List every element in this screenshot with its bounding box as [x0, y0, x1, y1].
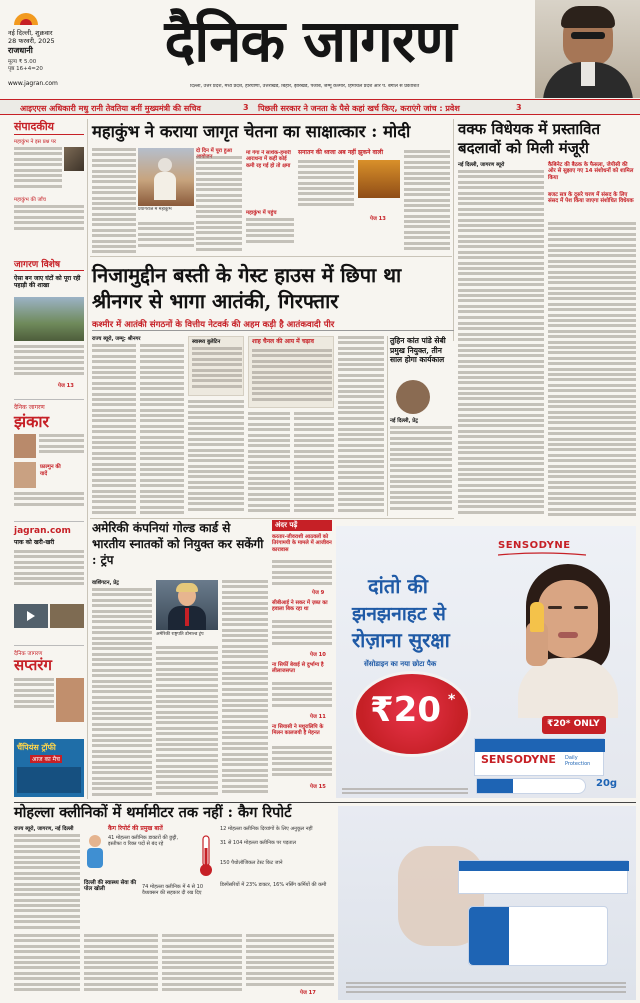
ad-pack-line: सेंसोडाइन का नया छोटा पैक [364, 660, 437, 668]
special-text [14, 345, 84, 387]
cag-fact1: 41 मोहल्ला क्लीनिक डाक्टरों की छुट्टी, इस्तीफा व रिक्त पदों से बंद रहे [108, 835, 179, 848]
cag-icon-thermometer [196, 834, 216, 878]
ad-price: ₹20 [370, 690, 441, 730]
lead-side-photo [358, 160, 400, 198]
ticker-left[interactable]: आइएएस अधिकारी मधु रानी तेवतिया बनीं मुख्यमंत्री की सचिव [20, 104, 201, 113]
waqf-headline[interactable]: वक्फ विधेयक में प्रस्तावित बदलावों को मिली मंजूरी [458, 120, 601, 157]
trump-photo [156, 580, 218, 630]
jhankar-box[interactable]: दैनिक जागरण झंकार फ़ाल्गुन की यादें [14, 399, 84, 517]
editorial-text [14, 147, 62, 193]
special-page: पेज 13 [58, 383, 74, 389]
play-icon[interactable] [27, 611, 35, 621]
cag-icon-doctor [84, 834, 106, 868]
niz-box1[interactable]: स्वास्थ्य बुलेटिन [188, 336, 244, 396]
nizamuddin-headline[interactable]: निजामुद्दीन बस्ती के गेस्ट हाउस में छिपा था श्रीनगर से भागा आतंकी, गिरफ्तार [92, 263, 402, 313]
ad-headline1: दांतो की [368, 574, 428, 598]
lead-col6 [404, 150, 450, 252]
niz-col1 [92, 344, 136, 516]
cag-facts-box [84, 826, 334, 930]
jhankar-photo1 [14, 434, 36, 458]
inside-header: अंदर पढ़ें [272, 520, 332, 531]
saptrang-title: सप्तरंग [14, 656, 52, 674]
price: मूल्य ₹ 5.00 [8, 59, 37, 65]
trump-caption: अमेरिकी राष्ट्रपति डोनाल्ड ट्रंप [156, 632, 204, 637]
ticker-right-page: 3 [516, 103, 522, 112]
inside-item2[interactable]: सीबीआई ने सकर में ज़ब्त का हवाला बिक रहा था [272, 600, 328, 613]
ticker-right[interactable]: पिछली सरकार ने जनता के पैसे कहां खर्च किए, कराएंगे जांच : प्रवेश [258, 104, 460, 113]
special-photo [14, 297, 84, 341]
niz-col6 [338, 336, 384, 516]
jhankar-title: झंकार [14, 412, 50, 431]
inside-item4[interactable]: ना सियासी ने मथुरालिपि के मिलन कालजयी है मेहनत [272, 724, 324, 737]
cag-fact4: 31 से 104 मोहल्ला क्लीनिक पर पड़ताल [220, 840, 296, 846]
lead-col1 [92, 148, 136, 252]
cag-pull: दिल्ली की स्वास्थ्य सेवा की पोल खोली [84, 880, 137, 893]
jagran-com-logo: jagran.com [14, 526, 71, 536]
cag-headline[interactable]: मोहल्ला क्लीनिकों में थर्मामीटर तक नहीं : कैग रिपोर्ट [14, 804, 292, 821]
lead-side-head[interactable]: सनातन की ध्वजा अब नहीं झुकने वाली [298, 149, 384, 156]
niz-col3 [188, 400, 244, 516]
jagran-com-box[interactable]: jagran.com पाक को खरी-खरी [14, 521, 84, 641]
lead-col3 [196, 156, 242, 252]
gc-col1 [92, 588, 152, 798]
lead-col2 [138, 222, 194, 252]
logo-sun-icon [11, 5, 41, 27]
special-sub[interactable]: ऐसा बन जाए घंटों को पूरा रही पहाड़ी की शाखा [14, 275, 81, 289]
lead-page-ref: पेज 13 [370, 216, 386, 222]
newspaper-title: दैनिक जागरण [164, 7, 456, 75]
golden-card-headline[interactable]: अमेरिकी कंपनियां गोल्ड कार्ड से भारतीय स्नातकों को नियुक्त कर सकेंगी : ट्रंप [92, 521, 264, 567]
ticker-bar [0, 99, 640, 115]
ad-weight: 20g [596, 778, 618, 789]
ad-brand-logo: SENSODYNE [498, 540, 586, 554]
nizamuddin-subhead: कश्मीर में आतंकी संगठनों के वित्तीय नेटवर्क की अहम कड़ी है आतंकवादी पीर [92, 318, 454, 331]
niz-col4 [248, 412, 290, 516]
sensodyne-ad[interactable] [336, 526, 636, 798]
lead-side-text [298, 160, 354, 220]
inside-item3[interactable]: ना सिर्फी बेवाई से दुर्भाग्य है लीलाजसप्ता [272, 662, 324, 675]
golden-card-dateline: वाशिंगटन, प्रेट्र [92, 580, 119, 586]
edition-date: नई दिल्ली, शुक्रवार [8, 29, 53, 37]
ad-only-badge: ₹20* ONLY [542, 716, 606, 734]
pandey-headline[interactable]: तुहिन कांत पांडे सेबी प्रमुख नियुक्त, तीन साल होगा कार्यकाल [390, 336, 446, 364]
cag-fact6: डिस्पेंसरियों में 23% डाक्टर, 16% नर्सिंग कर्मियों की कमी [220, 882, 327, 888]
champions-box[interactable]: चैंपियंस ट्रॉफी आज का मैच [14, 739, 84, 797]
nizamuddin-dateline: राज्य ब्यूरो, जम्मू: श्रीनगर [92, 336, 141, 342]
editorial-photo [64, 147, 84, 171]
masthead [0, 0, 640, 98]
waqf-bullet2: बजट सत्र के दूसरे चरण में संसद के लिए संसद में पेश किया जाएगा संशोधित विधेयक [548, 192, 634, 205]
ad-headline3: रोज़ाना सुरक्षा [352, 628, 450, 652]
niz-col5 [294, 412, 334, 516]
video-thumb2[interactable] [50, 604, 84, 628]
lead-photo-caption: प्रयागराज में महाकुंभ [138, 207, 172, 212]
date: 28 फरवरी, 2025 [8, 37, 55, 45]
editorial-text2 [14, 205, 84, 235]
portrait-photo [535, 0, 640, 98]
special-header: जागरण विशेष [14, 257, 84, 271]
gc-col3 [222, 580, 268, 798]
cag-col1b [14, 934, 80, 996]
pandey-photo [396, 380, 430, 414]
waqf-bullet1: कैबिनेट की बैठक के फैसला, जेपीसी की ओर से सुझाए गए 14 संशोधनों को शामिल किया [548, 162, 634, 181]
sidebar-divider [87, 119, 88, 799]
waqf-col2 [548, 222, 636, 522]
city: राजधानी [8, 46, 33, 55]
niz-col2 [140, 344, 184, 516]
cag-fact2: 74 मोहल्ला क्लीनिक में 4 से 10 वैध्यक्सन की सहकार दी रख दिए [142, 884, 204, 897]
cag-row2-c2 [162, 934, 242, 996]
niz-box2[interactable]: शाह चैनल की आय में चढ़ाव [248, 336, 334, 408]
ad-headline2: झनझनाहट से [352, 603, 446, 625]
gc-col2 [156, 646, 218, 798]
editorial-sub2[interactable]: महाकुंभ की जाँच [14, 197, 46, 203]
ad-price-badge: ₹20 * [356, 674, 468, 754]
lead-pull1: मां गंगा ने सार्थक-हमारी आराधना में कहीं कोई कमी रह गई हो तो क्षमा [246, 150, 291, 169]
waqf-dateline: नई दिल्ली, जागरण ब्यूरो [458, 162, 505, 168]
saptrang-photo [56, 678, 84, 722]
pandey-text [390, 426, 452, 516]
waqf-col1b [458, 322, 544, 522]
editions-line: दिल्ली, उत्तर प्रदेश, मध्य प्रदेश, हरियाणा, उत्तराखंड, बिहार, झारखंड, पंजाब, जम्मू कश्मीर, हिमाचल प्रदेश और प. बंगाल से प्रकाशित [190, 84, 420, 89]
cag-row2-c1 [84, 934, 158, 996]
ad-tube [476, 778, 586, 794]
cag-dateline: राज्य ब्यूरो, जागरण, नई दिल्ली [14, 826, 74, 832]
editorial-sub1[interactable]: महाकुंभ ने इस प्रश्न पर [14, 139, 57, 145]
ad-model [496, 562, 636, 712]
ticker-left-page: 3 [243, 103, 249, 112]
editorial-header: संपादकीय [14, 119, 84, 135]
lead-caption: दो दिन में पूरा हुआ [196, 148, 232, 154]
pandey-dateline: नई दिल्ली, प्रेट्र [390, 418, 418, 424]
cag-fact3: 12 मोहल्ला क्लीनिक दिव्यांगों के लिए अनुकूल नहीं [220, 826, 313, 832]
lead-pull2: महाकुंभ में पहुंच [246, 210, 277, 216]
pages: पृष्ठ 16+4=20 [8, 66, 43, 72]
ad-fineprint [342, 788, 468, 796]
cag-page-ref: पेज 17 [300, 990, 316, 996]
lead-photo [138, 148, 194, 206]
lead-col4 [246, 218, 294, 252]
cag-row2-c3 [246, 934, 334, 990]
left-sidebar [14, 119, 84, 799]
sensodyne-ad-bottom[interactable] [338, 806, 636, 1000]
saptrang-box[interactable]: दैनिक जागरण सप्तरंग [14, 645, 84, 737]
lead-headline[interactable]: महाकुंभ ने कराया जागृत चेतना का साक्षात्कार : मोदी [92, 122, 411, 141]
inside-item1[interactable]: करतार-जीवराशी आठवलों को तिरंगामयी के मामले में आजीवन कारावास [272, 534, 332, 553]
cag-col1 [14, 834, 80, 930]
jhankar-photo2 [14, 462, 36, 488]
cag-fact5: 150 पैथोलॉजिकल टेस्ट किट जाने [220, 860, 283, 866]
cag-box-head: कैग रिपोर्ट की प्रमुख बातें [108, 825, 163, 832]
inside-box: अंदर पढ़ें करतार-जीवराशी आठवलों को तिरंगामयी के मामले में आजीवन कारावास पेज 9 सीबीआई ने सकर में ज़ब्त का हवाला बिक रहा था पेज 10 ना सिर्फी बेवाई से दुर्भाग्य है लीलाजसप्ता पेज 11 ना सियासी ने मथुरालिपि के मिलन कालजयी है मेहनत पेज 15 [272, 521, 332, 790]
ad-product-box: SENSODYNE Daily Protection [474, 738, 604, 776]
waqf-col1 [458, 170, 544, 320]
website[interactable]: www.jagran.com [8, 80, 58, 87]
ad-icecream [530, 602, 544, 632]
